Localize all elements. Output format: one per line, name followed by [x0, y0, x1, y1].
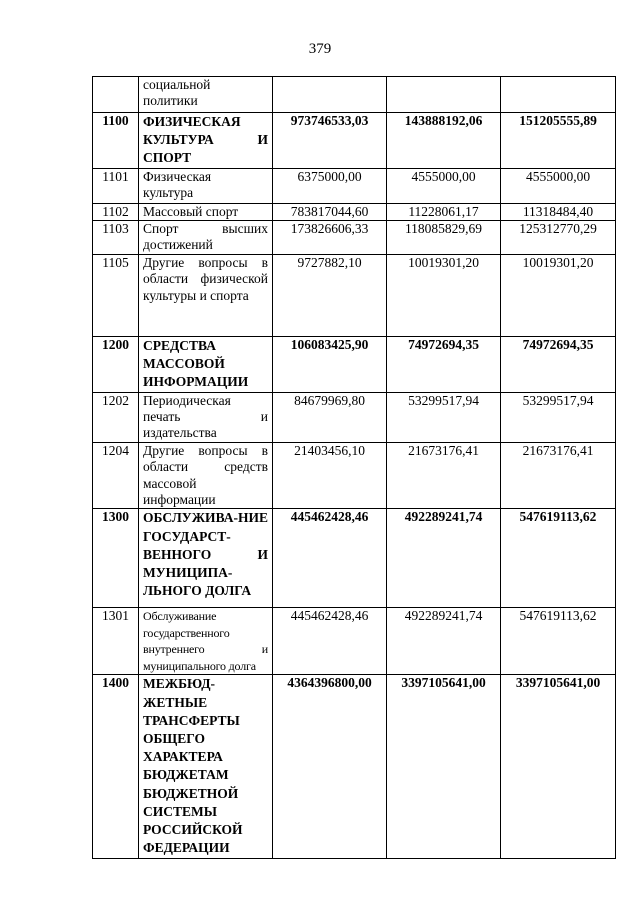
- row-value-3: 4555000,00: [501, 168, 616, 203]
- row-name: Периодическая печать и издательства: [139, 392, 273, 442]
- table-row: [93, 442, 616, 509]
- row-value-2: 21673176,41: [387, 442, 501, 509]
- row-value-2: 74972694,35: [387, 337, 501, 393]
- row-value-1: 9727882,10: [273, 255, 387, 337]
- row-value-1: 21403456,10: [273, 442, 387, 509]
- row-value-2: 143888192,06: [387, 113, 501, 169]
- row-code: 1102: [93, 203, 139, 220]
- row-code: 1300: [93, 509, 139, 608]
- row-value-1: 4364396800,00: [273, 675, 387, 858]
- row-name: Массовый спорт: [139, 203, 273, 220]
- row-name: Другие вопросы в области физической культуры и спорта: [139, 255, 273, 337]
- row-value-1: 106083425,90: [273, 337, 387, 393]
- row-code: 1301: [93, 608, 139, 675]
- page-number: 379: [308, 41, 332, 57]
- row-value-2: 4555000,00: [387, 168, 501, 203]
- row-code: 1200: [93, 337, 139, 393]
- row-value-2: [387, 77, 501, 113]
- row-code: 1202: [93, 392, 139, 442]
- row-value-2: 492289241,74: [387, 509, 501, 608]
- row-value-3: 125312770,29: [501, 221, 616, 255]
- row-name: Другие вопросы в области средств массовой информации: [139, 442, 273, 509]
- table-row: [93, 608, 616, 675]
- row-value-1: 783817044,60: [273, 203, 387, 220]
- table-row: [93, 113, 616, 169]
- table-row: [93, 77, 616, 113]
- row-name: Физическая культура: [139, 168, 273, 203]
- row-code: 1100: [93, 113, 139, 169]
- row-name: Спорт высших достижений: [139, 221, 273, 255]
- row-value-1: [273, 77, 387, 113]
- table-row: [93, 509, 616, 608]
- row-value-1: 84679969,80: [273, 392, 387, 442]
- table-row: [93, 255, 616, 337]
- row-value-2: 10019301,20: [387, 255, 501, 337]
- row-value-2: 3397105641,00: [387, 675, 501, 858]
- row-value-1: 445462428,46: [273, 509, 387, 608]
- row-value-2: 53299517,94: [387, 392, 501, 442]
- row-value-3: 3397105641,00: [501, 675, 616, 858]
- row-value-3: 10019301,20: [501, 255, 616, 337]
- row-value-1: 173826606,33: [273, 221, 387, 255]
- row-value-3: 547619113,62: [501, 608, 616, 675]
- row-code: [93, 77, 139, 113]
- row-value-1: 973746533,03: [273, 113, 387, 169]
- table-row: [93, 392, 616, 442]
- row-code: 1204: [93, 442, 139, 509]
- table-row: [93, 168, 616, 203]
- row-name: МЕЖБЮД-ЖЕТНЫЕ ТРАНСФЕРТЫ ОБЩЕГО ХАРАКТЕРА БЮДЖЕТАМ БЮДЖЕТНОЙ СИСТЕМЫ РОССИЙСКОЙ ФЕДЕРАЦИИ: [139, 675, 273, 858]
- row-name: ФИЗИЧЕСКАЯ КУЛЬТУРА И СПОРТ: [139, 113, 273, 169]
- row-value-2: 492289241,74: [387, 608, 501, 675]
- row-name: СРЕДСТВА МАССОВОЙ ИНФОРМАЦИИ: [139, 337, 273, 393]
- row-name: социальной политики: [139, 77, 273, 113]
- table-row: [93, 675, 616, 858]
- row-value-3: 151205555,89: [501, 113, 616, 169]
- row-name: ОБСЛУЖИВА-НИЕ ГОСУДАРСТ-ВЕННОГО И МУНИЦИПА-ЛЬНОГО ДОЛГА: [139, 509, 273, 608]
- row-value-3: [501, 77, 616, 113]
- row-value-1: 445462428,46: [273, 608, 387, 675]
- row-value-3: 11318484,40: [501, 203, 616, 220]
- row-code: 1105: [93, 255, 139, 337]
- row-code: 1101: [93, 168, 139, 203]
- budget-table: [92, 76, 616, 859]
- table-row: [93, 203, 616, 220]
- row-value-2: 118085829,69: [387, 221, 501, 255]
- row-value-3: 21673176,41: [501, 442, 616, 509]
- row-value-2: 11228061,17: [387, 203, 501, 220]
- row-name: Обслуживание государственного внутреннего и муниципального долга: [139, 608, 273, 675]
- row-code: 1400: [93, 675, 139, 858]
- row-value-3: 74972694,35: [501, 337, 616, 393]
- table-row: [93, 221, 616, 255]
- table-row: [93, 337, 616, 393]
- row-code: 1103: [93, 221, 139, 255]
- row-value-1: 6375000,00: [273, 168, 387, 203]
- row-value-3: 53299517,94: [501, 392, 616, 442]
- row-value-3: 547619113,62: [501, 509, 616, 608]
